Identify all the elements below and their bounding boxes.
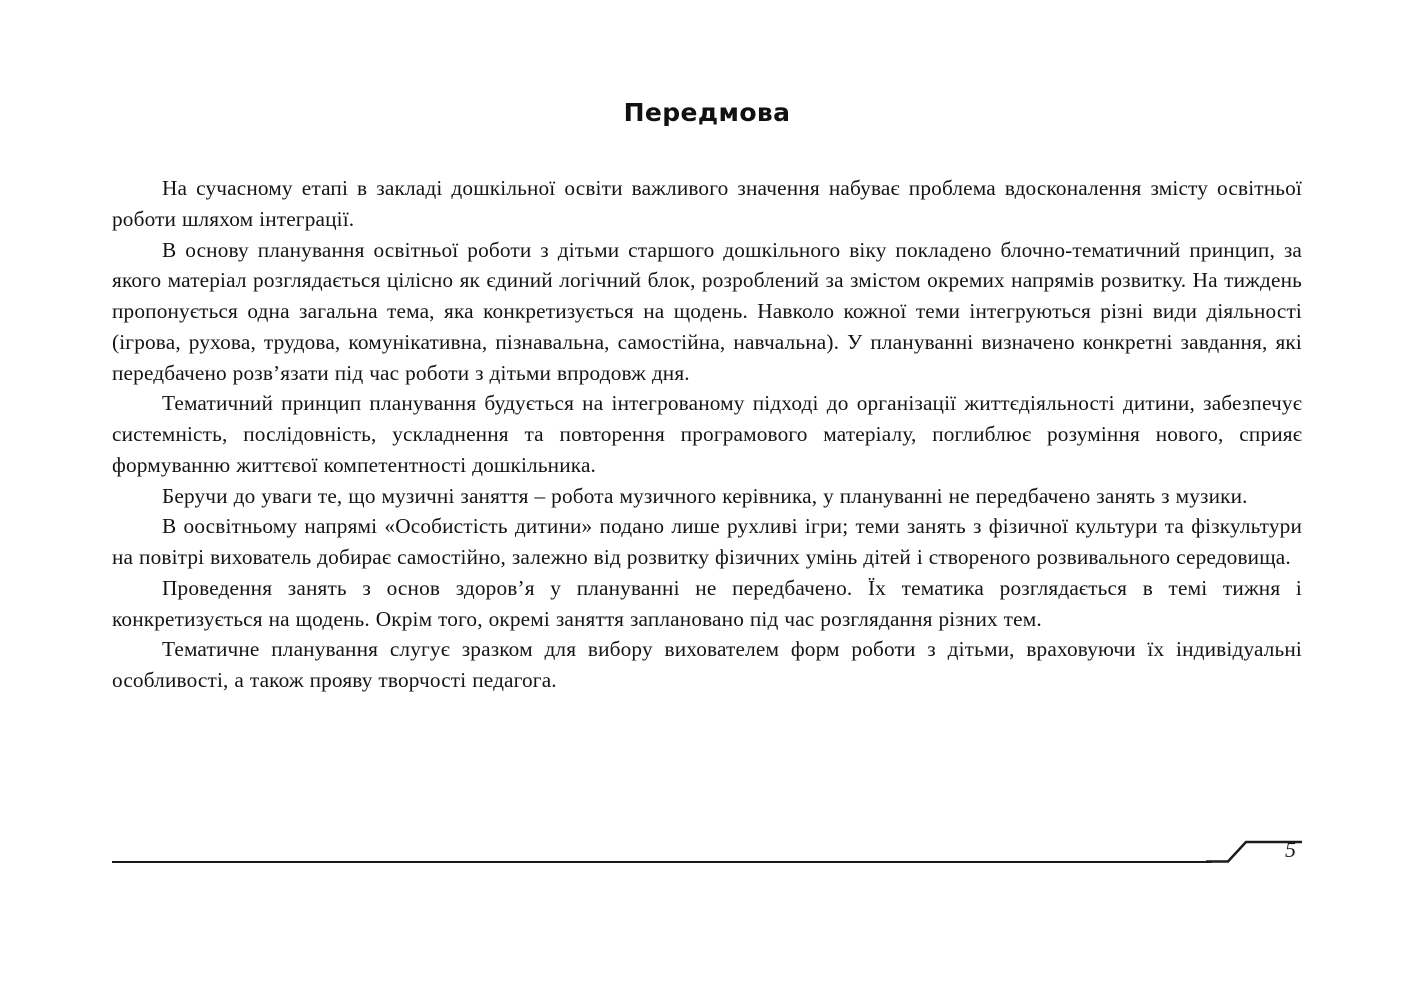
paragraph: Проведення занять з основ здоров’я у плануванні не передбачено. Їх тематика розглядається в темі тижня і конкретизується на щодень. Окрім того, окремі заняття заплановано під час розглядання різних тем. xyxy=(112,575,1302,631)
page-title: Передмова xyxy=(623,98,791,127)
paragraph: Тематичне планування слугує зразком для вибору вихователем форм роботи з дітьми, враховуючи їх індивідуальні особливості, а також прояву творчості педагога. xyxy=(112,637,1302,693)
paragraph: Беручи до уваги те, що музичні заняття – робота музичного керівника, у плануванні не передбачено занять з музики. xyxy=(162,483,1248,508)
page-footer xyxy=(112,837,1302,903)
page-number: 5 xyxy=(1285,837,1296,862)
paragraph: На сучасному етапі в закладі дошкільної освіти важливого значення набуває проблема вдосконалення змісту освітньої роботи шляхом інтеграції. xyxy=(112,176,1302,231)
page-content xyxy=(112,98,1302,696)
footer-divider xyxy=(112,861,1212,863)
body-text xyxy=(112,173,1302,696)
paragraph: В оосвітньому напрямі «Особистість дитини» подано лише рухливі ігри; теми занять з фізичної культури та фізкультури на повітрі вихователь добирає самостійно, залежно від розвитку фізичних умінь дітей і створеного розвивального середовища. xyxy=(112,514,1302,570)
paragraph: Тематичний принцип планування будується на інтегрованому підході до організації життєдіяльності дитини, забезпечує системність, послідовність, ускладнення та повторення програмового матеріалу, поглиблює розуміння нового, сприяє формуванню життєвої компетентності дошкільника. xyxy=(112,391,1302,477)
paragraph: В основу планування освітньої роботи з дітьми старшого дошкільного віку покладено блочно-тематичний принцип, за якого матеріал розглядається цілісно як єдиний логічний блок, розроблений за змістом окремих напрямів розвитку. На тиждень пропонується одна загальна тема, яка конкретизується на щодень. Навколо кожної теми інтегруються різні види діяльності (ігрова, рухова, трудова, комунікативна, пізнавальна, самостійна, навчальна). У плануванні визначено конкретні завдання, які передбачено розв’язати під час роботи з дітьми впродовж дня. xyxy=(112,237,1302,385)
